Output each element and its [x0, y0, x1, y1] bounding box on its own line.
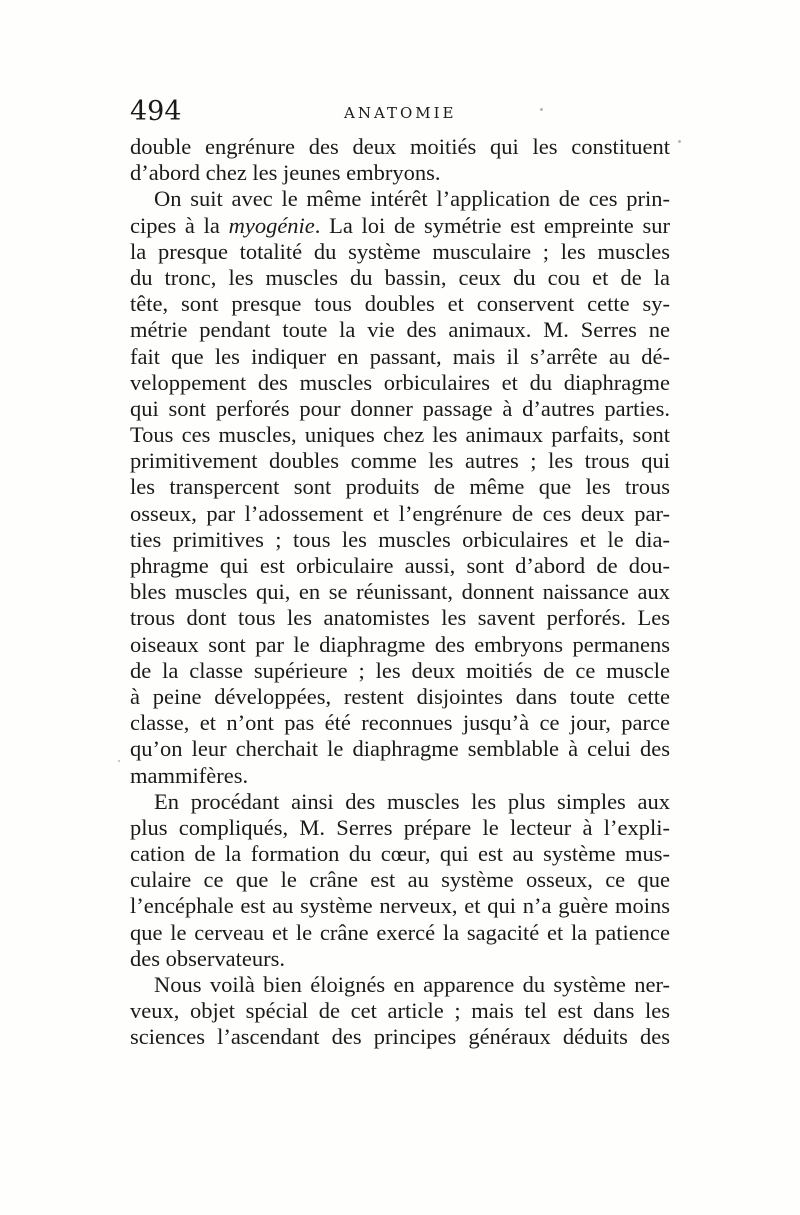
text-line	[130, 213, 670, 239]
text-line: Tous ces muscles, uniques chez les animaux parfaits, sont	[130, 422, 670, 448]
text-line: primitivement doubles comme les autres ; les trous qui	[130, 448, 670, 474]
text-line: qui sont perforés pour donner passage à d’autres parties.	[130, 395, 670, 421]
text-line: On suit avec le même intérêt l’application de ces prin-	[154, 186, 670, 212]
ink-speck	[678, 140, 681, 143]
text-line: ties primitives ; tous les muscles orbiculaires et le dia-	[130, 526, 670, 552]
text-line: phragme qui est orbiculaire aussi, sont d’abord de dou-	[130, 553, 670, 578]
body-text	[130, 134, 670, 1051]
text-line: cation de la formation du cœur, qui est au système mus-	[130, 841, 670, 867]
text-line: de la classe supérieure ; les deux moitiés de ce muscle	[130, 657, 670, 683]
page-header	[130, 96, 670, 130]
text-line: Nous voilà bien éloignés en apparence du système ner-	[154, 972, 670, 997]
text-line: des observateurs.	[130, 945, 285, 971]
text-line: du tronc, les muscles du bassin, ceux du cou et de la	[130, 264, 670, 290]
text-line: En procédant ainsi des muscles les plus simples aux	[154, 788, 670, 814]
text-line: bles muscles qui, en se réunissant, donnent naissance aux	[130, 579, 670, 605]
text-line: culaire ce que le crâne est au système osseux, ce que	[130, 867, 670, 893]
text-line: tête, sont presque tous doubles et conservent cette sy-	[130, 291, 670, 317]
text-line: trous dont tous les anatomistes les savent perforés. Les	[130, 605, 670, 631]
text-line: métrie pendant toute la vie des animaux. M. Serres ne	[130, 317, 670, 343]
text-line: à peine développées, restent disjointes dans toute cette	[130, 683, 670, 709]
running-title: ANATOMIE	[344, 104, 457, 122]
text-line: classe, et n’ont pas été reconnues jusqu’à ce jour, parce	[130, 710, 670, 736]
text-line-start: cipes à la myogénie. La loi de symétrie est empreinte sur	[130, 212, 670, 238]
text-line: que le cerveau et le crâne exercé la sagacité et la patience	[130, 919, 670, 945]
text-line: la presque totalité du système musculaire ; les muscles	[130, 238, 670, 264]
text-line: veux, objet spécial de cet article ; mais tel est dans les	[130, 998, 670, 1024]
text-line: qu’on leur cherchait le diaphragme semblable à celui des	[130, 736, 670, 762]
text-line: mammifères.	[130, 762, 249, 788]
text-line: sciences l’ascendant des principes généraux déduits des	[130, 1024, 670, 1050]
ink-speck	[540, 108, 543, 111]
ink-speck	[118, 760, 120, 762]
text-line: oiseaux sont par le diaphragme des embryons permanens	[130, 631, 670, 657]
text-line: double engrénure des deux moitiés qui les constituent	[130, 134, 670, 159]
text-line: les transpercent sont produits de même que les trous	[130, 474, 670, 500]
text-line: veloppement des muscles orbiculaires et du diaphragme	[130, 369, 670, 395]
text-line: d’abord chez les jeunes embryons.	[130, 160, 441, 186]
text-line: l’encéphale est au système nerveux, et qui n’a guère moins	[130, 893, 670, 919]
text-line: fait que les indiquer en passant, mais il s’arrête au dé-	[130, 343, 670, 369]
page-number: 494	[130, 96, 182, 127]
text-line: plus compliqués, M. Serres prépare le lecteur à l’expli-	[130, 814, 670, 840]
text-line: osseux, par l’adossement et l’engrénure de ces deux par-	[130, 500, 670, 526]
italic-term: myogénie	[228, 212, 315, 238]
